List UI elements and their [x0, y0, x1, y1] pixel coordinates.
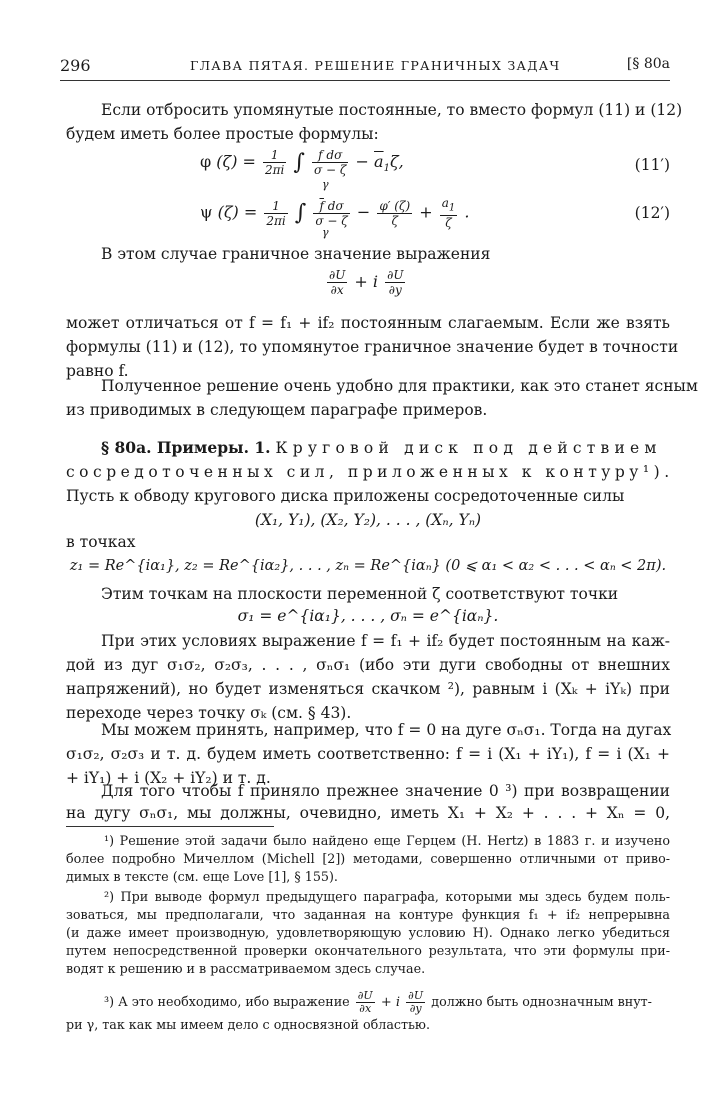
text-line: Для того чтобы f приняло прежнее значение 0 ³) при возвращении — [101, 782, 670, 800]
section-heading: § 80а. Примеры. 1. — [101, 438, 271, 457]
footnote-line: более подробно Мичеллом (Michell [2]) методами, совершенно отличными от приво- — [66, 851, 670, 866]
text-line: переходе через точку σₖ (см. § 43). — [66, 704, 352, 722]
footnote-expression: $\frac{\partial U}{\partial x}$ + i $\frac{\partial U}{\partial y}$ — [357, 989, 424, 1015]
text-line: При этих условиях выражение f = f₁ + if₂ будет постоянным на каж- — [101, 632, 670, 650]
text-line: Этим точкам на плоскости переменной ζ соответствуют точки — [101, 585, 619, 603]
text-line: дой из дуг σ₁σ₂, σ₂σ₃, . . . , σₙσ₁ (ибо эти дуги свободны от внешних — [66, 656, 670, 674]
text-line: равно f. — [66, 362, 129, 380]
text-line: Пусть к обводу кругового диска приложены сосредоточенные силы — [66, 487, 625, 505]
footnote-line — [104, 990, 670, 1015]
text-line: Мы можем принять, например, что f = 0 на дуге σₙσ₁. Тогда на дугах — [101, 721, 672, 739]
text-line: + iY₁) + i (X₂ + iY₂) и т. д. — [66, 769, 271, 787]
footnote-line: ¹) Решение этой задачи было найдено еще Герцем (H. Hertz) в 1883 г. и изучено — [104, 833, 670, 848]
text-line: В этом случае граничное значение выражения — [101, 245, 491, 263]
footnote-line: ²) При выводе формул предыдущего параграфа, которыми мы здесь будем поль- — [104, 889, 670, 904]
footnote-line: димых в тексте (см. еще Love [1], § 155). — [66, 869, 338, 884]
text-line: на дугу σₙσ₁, мы должны, очевидно, иметь X₁ + X₂ + . . . + Xₙ = 0, — [66, 804, 670, 822]
section-subtitle-line: сосредоточенных сил, приложенных к контуру¹). — [66, 463, 674, 481]
page-number: 296 — [60, 56, 91, 75]
section-subtitle: Круговой диск под действием — [275, 439, 662, 457]
equation-tag: (12′) — [634, 204, 670, 222]
header-rule — [60, 80, 670, 81]
text-line: из приводимых в следующем параграфе примеров. — [66, 401, 488, 419]
equation-tag: (11′) — [634, 156, 670, 174]
text-line: Полученное решение очень удобно для практики, как это станет ясным — [101, 377, 698, 395]
footnote-line: зоваться, мы предполагали, что заданная на контуре функция f₁ + if₂ непрерывна — [66, 907, 670, 922]
running-header — [60, 56, 670, 78]
section-reference: [§ 80a — [626, 56, 670, 72]
footnote-line: ри γ, так как мы имеем дело с односвязной областью. — [66, 1017, 431, 1032]
section-heading-line — [101, 438, 670, 458]
expression-du: $\frac{\partial U}{\partial x}$ + i $\frac{\partial U}{\partial y}$ — [329, 268, 404, 297]
footnote-rule — [66, 826, 274, 827]
points-equation: z₁ = Re^{iα₁}, z₂ = Re^{iα₂}, . . . , zₙ = Re^{iαₙ} (0 ⩽ α₁ < α₂ < . . . < αₙ < 2π). — [69, 558, 667, 574]
text-line: формулы (11) и (12), то упомянутое граничное значение будет в точности — [66, 338, 679, 356]
text-line: будем иметь более простые формулы: — [66, 125, 379, 143]
text-line: σ₁σ₂, σ₂σ₃ и т. д. будем иметь соответственно: f = i (X₁ + iY₁), f = i (X₁ + — [66, 745, 670, 763]
footnote-text: должно быть однозначным внут- — [431, 994, 652, 1009]
equation-12-prime: ψ (ζ) = $\frac{1}{2\pi i}$ ∫ $\frac{\overline{f} d\sigma}{\sigma - \zeta}$ − $\frac{\varphi' (\zeta)}{\zeta}$ + $\frac{a_1}{\zeta}$ . γ (12′) — [200, 196, 670, 239]
text-line: Если отбросить упомянутые постоянные, то вместо формул (11) и (12) — [101, 101, 683, 119]
text-line: напряжений), но будет изменяться скачком ²), равным i (Xₖ + iYₖ) при — [66, 680, 670, 698]
chapter-title: ГЛАВА ПЯТАЯ. РЕШЕНИЕ ГРАНИЧНЫХ ЗАДАЧ — [190, 58, 561, 73]
equation-11-prime: φ (ζ) = $\frac{1}{2\pi i}$ ∫ $\frac{\text{f dσ}}{\sigma - \zeta}$ − $\overline{a}_1\zeta$, γ (11′) — [200, 148, 670, 191]
text-line: в точках — [66, 533, 136, 551]
footnote-line: (и даже имеет производную, удовлетворяющую условию H). Однако легко убедиться — [66, 925, 670, 940]
footnote-line: путем непосредственной проверки окончательного результата, что эти формулы при- — [66, 943, 670, 958]
forces-expression: (X₁, Y₁), (X₂, Y₂), . . . , (Xₙ, Yₙ) — [254, 511, 482, 529]
sigma-equation: σ₁ = e^{iα₁}, . . . , σₙ = e^{iαₙ}. — [237, 607, 499, 625]
text-line: может отличаться от f = f₁ + if₂ постоянным слагаемым. Если же взять — [66, 314, 670, 332]
footnote-line: водят к решению и в рассматриваемом здесь случае. — [66, 961, 426, 976]
footnote-text: ³) А это необходимо, ибо выражение — [104, 994, 350, 1009]
